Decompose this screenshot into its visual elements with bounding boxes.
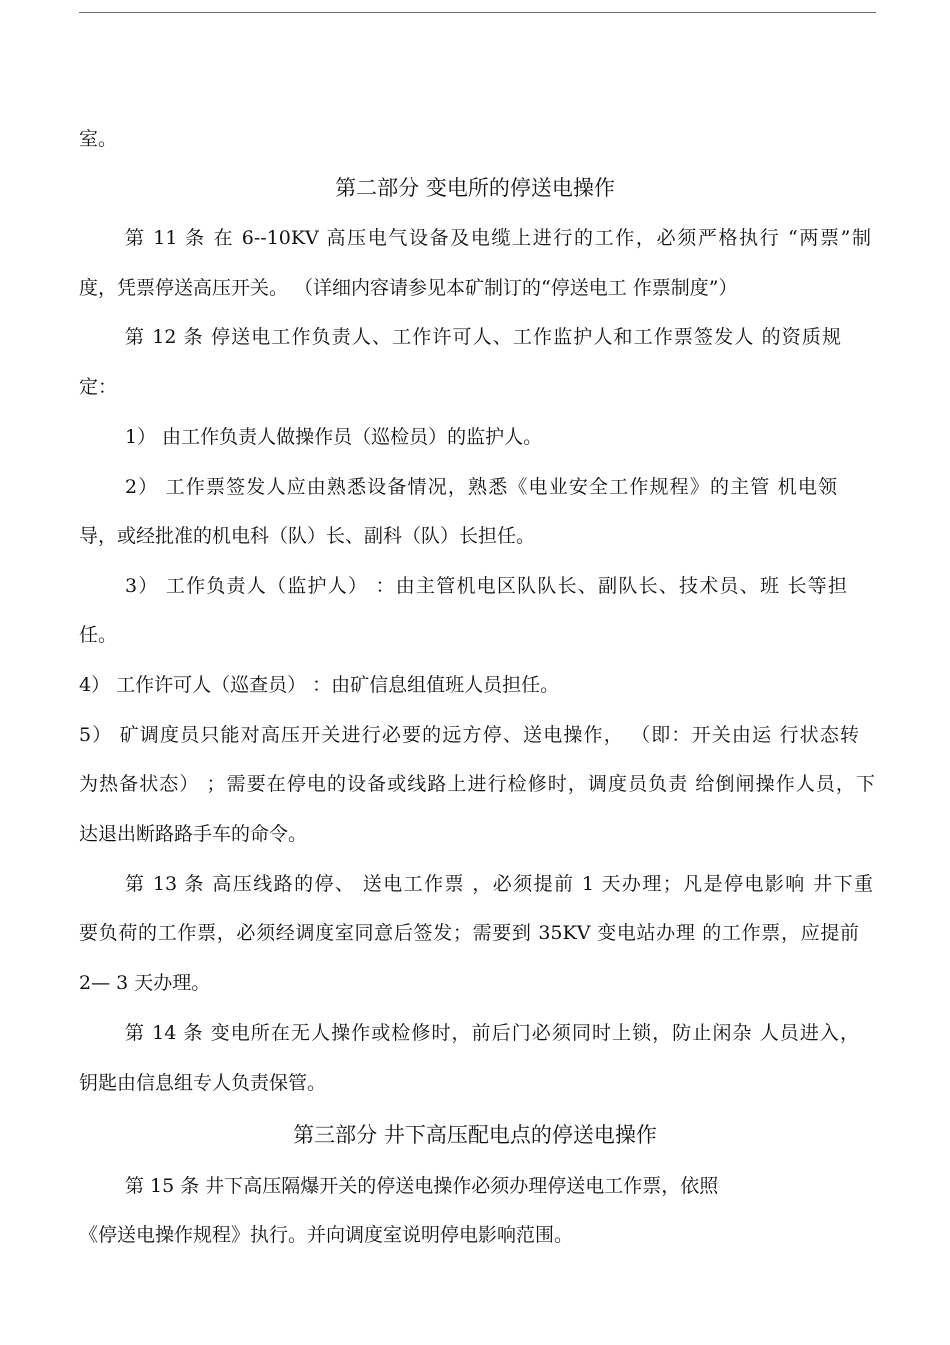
article-15-line-2: 《停送电操作规程》执行。并向调度室说明停电影响范围。 [79,1224,574,1246]
list-item-5-line-2: 为热备状态） ；需要在停电的设备或线路上进行检修时，调度员负责 给倒闸操作人员，下 [79,773,875,795]
article-14-line-2: 钥匙由信息组专人负责保管。 [79,1072,327,1094]
article-12-line-1: 第 12 条 停送电工作负责人、工作许可人、工作监护人和工作票签发人 的资质规 [125,326,841,348]
article-13-line-2: 要负荷的工作票，必须经调度室同意后签发；需要到 35KV 变电站办理 的工作票，应提前 [79,922,859,944]
article-13-line-1: 第 13 条 高压线路的停、 送电工作票 ，必须提前 1 天办理；凡是停电影响 井下重 [125,873,873,895]
list-item-3-line-2: 任。 [79,624,118,646]
article-15-line-1: 第 15 条 井下高压隔爆开关的停送电操作必须办理停送电工作票，依照 [125,1175,719,1197]
list-item-5-line-1: 5） 矿调度员只能对高压开关进行必要的远方停、送电操作， （即：开关由运 行状态转 [79,724,859,746]
list-item-4: 4） 工作许可人（巡查员） ：由矿信息组值班人员担任。 [79,674,560,696]
list-item-3-line-1: 3） 工作负责人（监护人） ：由主管机电区队队长、副队长、技术员、班 长等担 [125,575,847,597]
list-item-2-line-1: 2） 工作票签发人应由熟悉设备情况，熟悉《电业安全工作规程》的主管 机电领 [125,476,837,498]
list-item-2-line-2: 导，或经批准的机电科（队）长、副科（队）长担任。 [79,525,536,547]
list-item-1: 1） 由工作负责人做操作员（巡检员）的监护人。 [125,426,543,448]
text-line: 室。 [79,128,118,150]
section-heading-part-3: 第三部分 井下高压配电点的停送电操作 [293,1123,657,1147]
article-11-line-2: 度，凭票停送高压开关。 （详细内容请参见本矿制订的“停送电工 作票制度”） [79,277,738,299]
section-heading-part-2: 第二部分 变电所的停送电操作 [335,176,615,200]
list-item-5-line-3: 达退出断路路手车的命令。 [79,823,308,845]
article-11-line-1: 第 11 条 在 6--10KV 高压电气设备及电缆上进行的工作，必须严格执行 “两票”制 [125,227,871,249]
article-13-line-3: 2— 3 天办理。 [79,972,211,994]
header-rule [79,12,876,13]
article-12-line-2: 定： [79,376,118,398]
article-14-line-1: 第 14 条 变电所在无人操作或检修时，前后门必须同时上锁，防止闲杂 人员进入， [125,1022,859,1044]
